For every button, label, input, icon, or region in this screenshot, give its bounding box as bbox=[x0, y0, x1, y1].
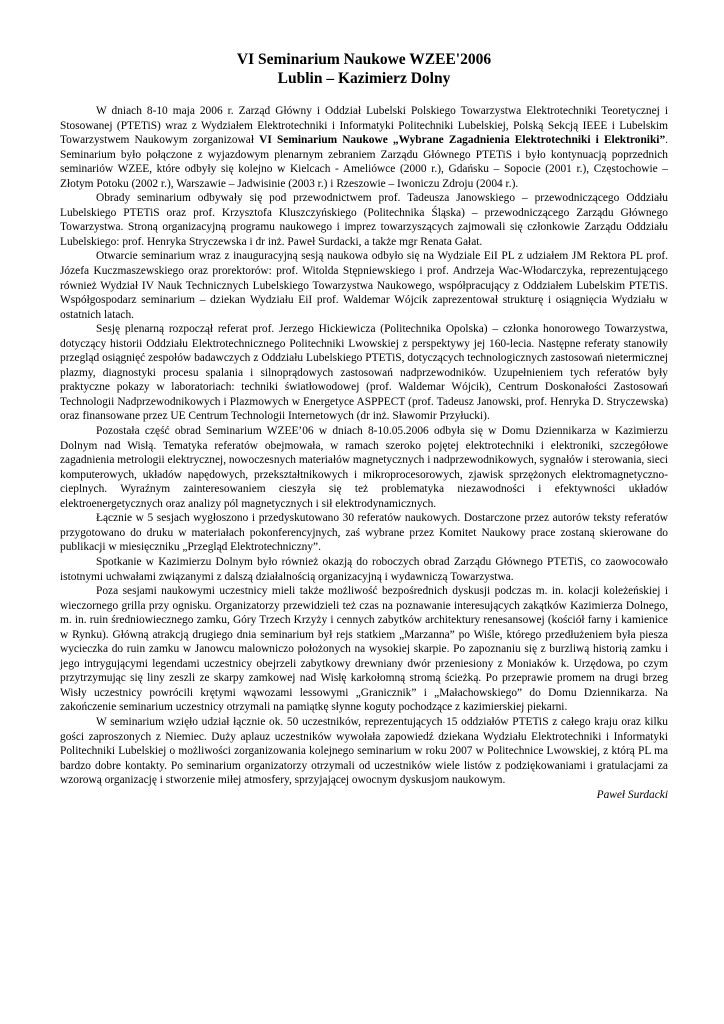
paragraph-8: Poza sesjami naukowymi uczestnicy mieli także możliwość bezpośrednich dyskusji podczas m. in. kolacji koleżeńskiej i wieczornego grilla przy ognisku. Organizatorzy przewidzieli też czas na poznawanie interesujących zakątków Kazimierza Dolnego, m. in. ruin średniowiecznego zamku, Góry Trzech Krzyży i cennych zabytków architektury renesansowej (kościół farny i kamienice w Rynku). Główną atrakcją drugiego dnia seminarium był rejs statkiem „Marzanna” po Wiśle, którego przedłużeniem była piesza wycieczka do ruin zamku w Janowcu malowniczo położonych na wysokiej skarpie. Po zapoznaniu się z burzliwą historią zamku i jego intrygującymi legendami uczestnicy obejrzeli zabytkowy drewniany dwór przeniesiony z Moniaków k. Urzędowa, po czym przytrzymując się liny zeszli ze skarpy zamkowej nad Wisłę karkołomną stromą ścieżką. Po przeprawie promem na drugi brzeg Wisły uczestnicy powrócili krętymi wąwozami lessowymi „Granicznik” i „Małachowskiego” do Domu Dziennikarza. Na zakończenie seminarium uczestnicy otrzymali na pamiątkę słynne koguty pochodzące z kazimierskiej piekarni. bbox=[60, 585, 668, 714]
document-page bbox=[60, 50, 668, 802]
title-line-2: Lublin – Kazimierz Dolny bbox=[277, 70, 451, 87]
title-line-1: VI Seminarium Naukowe WZEE'2006 bbox=[236, 51, 492, 68]
paragraph-7: Spotkanie w Kazimierzu Dolnym było również okazją do roboczych obrad Zarządu Głównego PTETiS, co zaowocowało istotnymi uchwałami związanymi z dalszą działalnością organizacyjną i wydawniczą Towarzystwa. bbox=[60, 555, 668, 583]
paragraph-2: Obrady seminarium odbywały się pod przewodnictwem prof. Tadeusza Janowskiego – przewodniczącego Oddziału Lubelskiego PTETiS oraz prof. Krzysztofa Kluszczyńskiego (Politechnika Śląska) – przewodniczącego Zarządu Głównego Towarzystwa. Stroną organizacyjną programu naukowego i imprez towarzyszących zajmowali się członkowie Zarządu Oddziału Lubelskiego: prof. Henryka Stryczewska i dr inż. Paweł Surdacki, a także mgr Renata Gałat. bbox=[60, 192, 668, 248]
paragraph-5: Pozostała część obrad Seminarium WZEE’06 w dniach 8-10.05.2006 odbyła się w Domu Dziennikarza w Kazimierzu Dolnym nad Wisłą. Tematyka referatów obejmowała, w ramach szeroko pojętej elektrotechniki i elektroniki, szczegółowe zagadnienia metrologii elektrycznej, nowoczesnych materiałów magnetycznych i nadprzewodnikowych, sygnałów i sterowania, sieci komputerowych, układów napędowych, przekształtnikowych i mikroprocesorowych, zjawisk sprzężonych elektromagnetyczno-cieplnych. Wyraźnym zainteresowaniem cieszyła się też problematyka niezawodności i efektywności układów elektroenergetycznych oraz analizy pól magnetycznych i sił elektrodynamicznych. bbox=[60, 425, 668, 510]
article-body bbox=[60, 104, 668, 788]
paragraph-9: W seminarium wzięło udział łącznie ok. 50 uczestników, reprezentujących 15 oddziałów PTETiS z całego kraju oraz kilku gości zaproszonych z Niemiec. Duży aplauz uczestników wywołała zapowiedź dziekana Wydziału Elektrotechniki i Informatyki Politechniki Lubelskiej o możliwości zorganizowania kolejnego seminarium w roku 2007 w Politechnice Lwowskiej, z którą PL ma bardzo dobre kontakty. Po seminarium organizatorzy otrzymali od uczestników wiele listów z podziękowaniami i gratulacjami za wzorową organizację i stworzenie miłej atmosfery, sprzyjającej owocnym dyskusjom naukowym. bbox=[60, 715, 668, 787]
paragraph-6: Łącznie w 5 sesjach wygłoszono i przedyskutowano 30 referatów naukowych. Dostarczone przez autorów teksty referatów przygotowano do druku w materiałach pokonferencyjnych, zaś wybrane przez Komitet Naukowy prace zostaną skierowane do publikacji w miesięczniku „Przegląd Elektrotechniczny”. bbox=[60, 512, 668, 554]
paragraph-1-rest: . Seminarium było połączone z wyjazdowym plenarnym zebraniem Zarządu Głównego PTETiS i było kontynuacją poprzednich seminariów WZEE, które odbyły się kolejno w Kielcach - Ameliówce (2000 r.), Gdańsku – Sopocie (2001 r.), Częstochowie – Złotym Potoku (2002 r.), Warszawie – Jadwisinie (2003 r.) i Rzeszowie – Iwoniczu Zdroju (2004 r.). bbox=[60, 134, 668, 190]
document-title bbox=[60, 50, 668, 88]
seminar-name-bold: VI Seminarium Naukowe „Wybrane Zagadnienia Elektrotechniki i Elektroniki” bbox=[259, 134, 666, 147]
paragraph-4: Sesję plenarną rozpoczął referat prof. Jerzego Hickiewicza (Politechnika Opolska) – członka honorowego Towarzystwa, dotyczący historii Oddziału Elektrotechnicznego Politechniki Lwowskiej z perspektywy jej 160-lecia. Następne referaty stanowiły przegląd osiągnięć zespołów badawczych z Oddziału Lubelskiego PTETiS, dotyczących technologicznych zastosowań nietermicznej plazmy, diagnostyki procesu spalania i silnoprądowych zastosowań nadprzewodników. Uzupełnieniem tych referatów były praktyczne pokazy w laboratoriach: techniki światłowodowej (prof. Waldemar Wójcik), Centrum Doskonałości Zastosowań Technologii Nadprzewodnikowych i Plazmowych w Energetyce ASPPECT (prof. Tadeusz Janowski, prof. Henryka D. Stryczewska) oraz finansowane przez UE Centrum Technologii Internetowych (dr inż. Sławomir Przyłucki). bbox=[60, 323, 668, 423]
paragraph-1 bbox=[60, 104, 668, 191]
paragraph-3: Otwarcie seminarium wraz z inauguracyjną sesją naukowa odbyło się na Wydziale EiI PL z udziałem JM Rektora PL prof. Józefa Kuczmaszewskiego oraz prorektorów: prof. Witolda Stępniewskiego i prof. Andrzeja Wac-Włodarczyka, reprezentującego również Wydział IV Nauk Technicznych Lubelskiego Towarzystwa Naukowego, współpracujący z Oddziałem Lubelskim PTETiS. Współgospodarz seminarium – dziekan Wydziału EiI prof. Waldemar Wójcik zaprezentował strukturę i osiągnięcia Wydziału w ostatnich latach. bbox=[60, 250, 668, 321]
paragraph-1-intro: W dniach 8-10 maja 2006 r. Zarząd Główny i Oddział Lubelski Polskiego Towarzystwa Elektrotechniki Teoretycznej i Stosowanej (PTETiS) wraz z Wydziałem Elektrotechniki i Informatyki Politechniki Lubelskiej, Polską Sekcją IEEE i Lubelskim Towarzystwem Naukowym zorganizował bbox=[60, 105, 668, 147]
author-signature: Paweł Surdacki bbox=[596, 788, 668, 801]
